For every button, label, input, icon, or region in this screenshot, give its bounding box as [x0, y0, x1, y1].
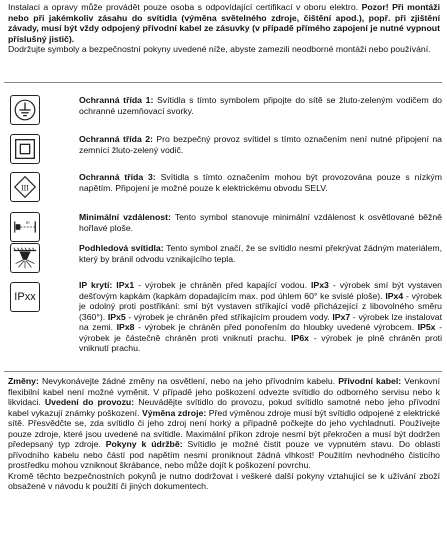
intro-paragraph-1: [8, 2, 440, 44]
symbol-title: Minimální vzdálenost:: [79, 212, 171, 222]
note-heading: Výměna zdroje:: [141, 407, 207, 418]
symbol-text: Svítidla s tímto symbolem připojte do sítě se žluto-zeleným vodičem do ochranné uzemňovací svorky.: [79, 95, 442, 116]
symbol-title: Ochranná třída 2:: [79, 134, 153, 144]
symbol-row-recessed: [10, 243, 442, 275]
note-heading: Pokyny k údržbě:: [105, 439, 183, 449]
intro-warning: Pozor! Při montáži nebo při jakémkoliv zásahu do svítidla (výměna světelného zdroje, čištění apod.), popř. při zjištění závady, musí být vždy odpojený přívodní kabel ze zásuvky (v případě přímého zapojení je nutné vypnout příslušný jistič).: [8, 2, 440, 44]
ip-code: IPx4: [385, 290, 404, 301]
ip-code: IPx5: [107, 311, 126, 322]
symbol-text: Tento symbol stanovuje minimální vzdálenost k osvětlované běžně hořlavé ploše.: [79, 212, 443, 233]
ip-text: - výrobek je odolný proti postřikání: smí být vystaven stříkající vodě přicházející z libovolného směru (360°).: [79, 290, 442, 322]
divider: [4, 371, 442, 372]
ip-text: - výrobek lze instalovat na zemi.: [79, 311, 442, 332]
ip-text: - výrobek je částečně chráněn proti vniknutí prachu.: [79, 322, 443, 343]
ip-rating-icon-label: IPxx: [14, 290, 36, 303]
ip-rating-row: [10, 280, 442, 370]
symbol-description: [79, 243, 442, 264]
symbol-row-minimum-distance: [10, 212, 442, 244]
safety-notes-section: [8, 376, 440, 492]
ip-rating-icon: [10, 282, 40, 312]
intro-paragraph-2: Dodržujte symboly a bezpečnostní pokyny uvedené níže, abyste zamezili neodborné montáži nebo používání.: [8, 44, 431, 54]
symbol-row-class-1: [10, 95, 442, 127]
symbol-description: [79, 134, 442, 155]
ip-code: IPx8: [116, 322, 135, 332]
symbol-description: [79, 95, 442, 116]
protection-class-1-icon: [10, 95, 40, 125]
symbol-text: Svítidla s tímto označením mohou být provozována pouze s nízkým napětím. Připojení je možné pouze k elektrickému obvodu SELV.: [79, 172, 442, 193]
ip-text: - výrobek je plně chráněn proti vniknutí prachu.: [79, 332, 443, 353]
note-text: Před výměnou zdroje musí být svítidlo odpojené z elektrické sítě. Přesvědčte se, zda svítidlo či jeho zdroj není horký a případně počkejte do jeho vychladnutí. Používejte pouze zdroje, které jsou uvedené na svítidle. Maximální příkon zdroje nesmí být překročen a musí být dodržen předepsaný typ zdroje.: [8, 407, 440, 449]
symbol-description: [79, 172, 442, 193]
symbol-title: Ochranná třída 1:: [79, 95, 154, 105]
note-heading: Přívodní kabel:: [338, 376, 402, 386]
ip-code: IP6x: [291, 332, 309, 343]
ip-text: - výrobek je chráněn před ponořením do hloubky uvedené výrobcem.: [134, 322, 418, 332]
ip-text: - výrobek je chráněn před kapající vodou.: [134, 280, 311, 290]
symbol-title: Ochranná třída 3:: [79, 172, 156, 182]
note-text: Neuvádějte svítidlo do provozu, pokud svítidlo samotné nebo jeho přívodní kabel vykazují známky poškození.: [8, 397, 440, 418]
symbol-text: Tento symbol značí, že se svítidlo nesmí překrývat žádným materiálem, který by bránil odvodu vznikajícího tepla.: [79, 243, 443, 264]
ip-text: - výrobek smí být vystaven dešťovým kapkám (kapkám dopadajícím max. pod úhlem 60° ke svislé ploše).: [79, 280, 442, 301]
note-text: Nevykonávejte žádné změny na osvětlení, nebo na jeho přívodním kabelu.: [38, 376, 339, 386]
protection-class-2-icon: [10, 134, 40, 164]
symbol-text: Pro bezpečný provoz svítidel s tímto označením není nutné připojení na zemnící žluto-zelený vodič.: [79, 134, 442, 155]
svg-text:m: m: [26, 220, 30, 226]
divider: [4, 82, 442, 83]
protection-class-3-icon: [10, 172, 40, 202]
safety-notes-paragraph: [8, 376, 440, 471]
ip-code: IPx3: [310, 280, 329, 290]
recessed-luminaire-icon: [10, 243, 40, 273]
intro-section: [8, 2, 440, 55]
symbol-description: [79, 212, 442, 233]
note-text: Svítidlo je možné čistit pouze ve vypnutém stavu. Do oblasti přívodního kabelu nebo částí pod napětím nesmí proniknout žádná vlhkost! Použitím nevhodného čisticího prostředku mohou vzniknout škrábance, nebo může dojít k poškození povrchu.: [8, 439, 441, 470]
ip-rating-description: [79, 280, 442, 354]
ip-text: - výrobek je chráněn před stříkajícím proudem vody.: [125, 311, 333, 322]
note-heading: Uvedení do provozu:: [44, 397, 135, 407]
symbol-row-class-2: [10, 134, 442, 166]
note-text: Venkovní flexibilní kabel není možné vyměnit. V případě jeho poškození odvezte svítidlo do odborného servisu nebo k likvidaci.: [8, 376, 441, 407]
symbol-row-class-3: [10, 172, 442, 204]
ip-code: IPx7: [332, 311, 351, 322]
note-heading: Změny:: [8, 376, 39, 386]
ip-code: IP krytí: IPx1: [79, 280, 135, 290]
minimum-distance-icon: [10, 212, 40, 242]
footer-paragraph: Kromě těchto bezpečnostních pokynů je nutno dodržovat i veškeré další pokyny vztahující se k užívání zboží obsažené v návodu k použití či jiných dokumentech.: [8, 470, 440, 491]
symbol-title: Podhledová svítidla:: [79, 243, 164, 253]
svg-text:III: III: [21, 183, 29, 193]
intro-text: Instalaci a opravy může provádět pouze osoba s odpovídající certifikací v oboru elektro.: [8, 2, 362, 12]
ip-code: IP5x: [417, 322, 436, 332]
